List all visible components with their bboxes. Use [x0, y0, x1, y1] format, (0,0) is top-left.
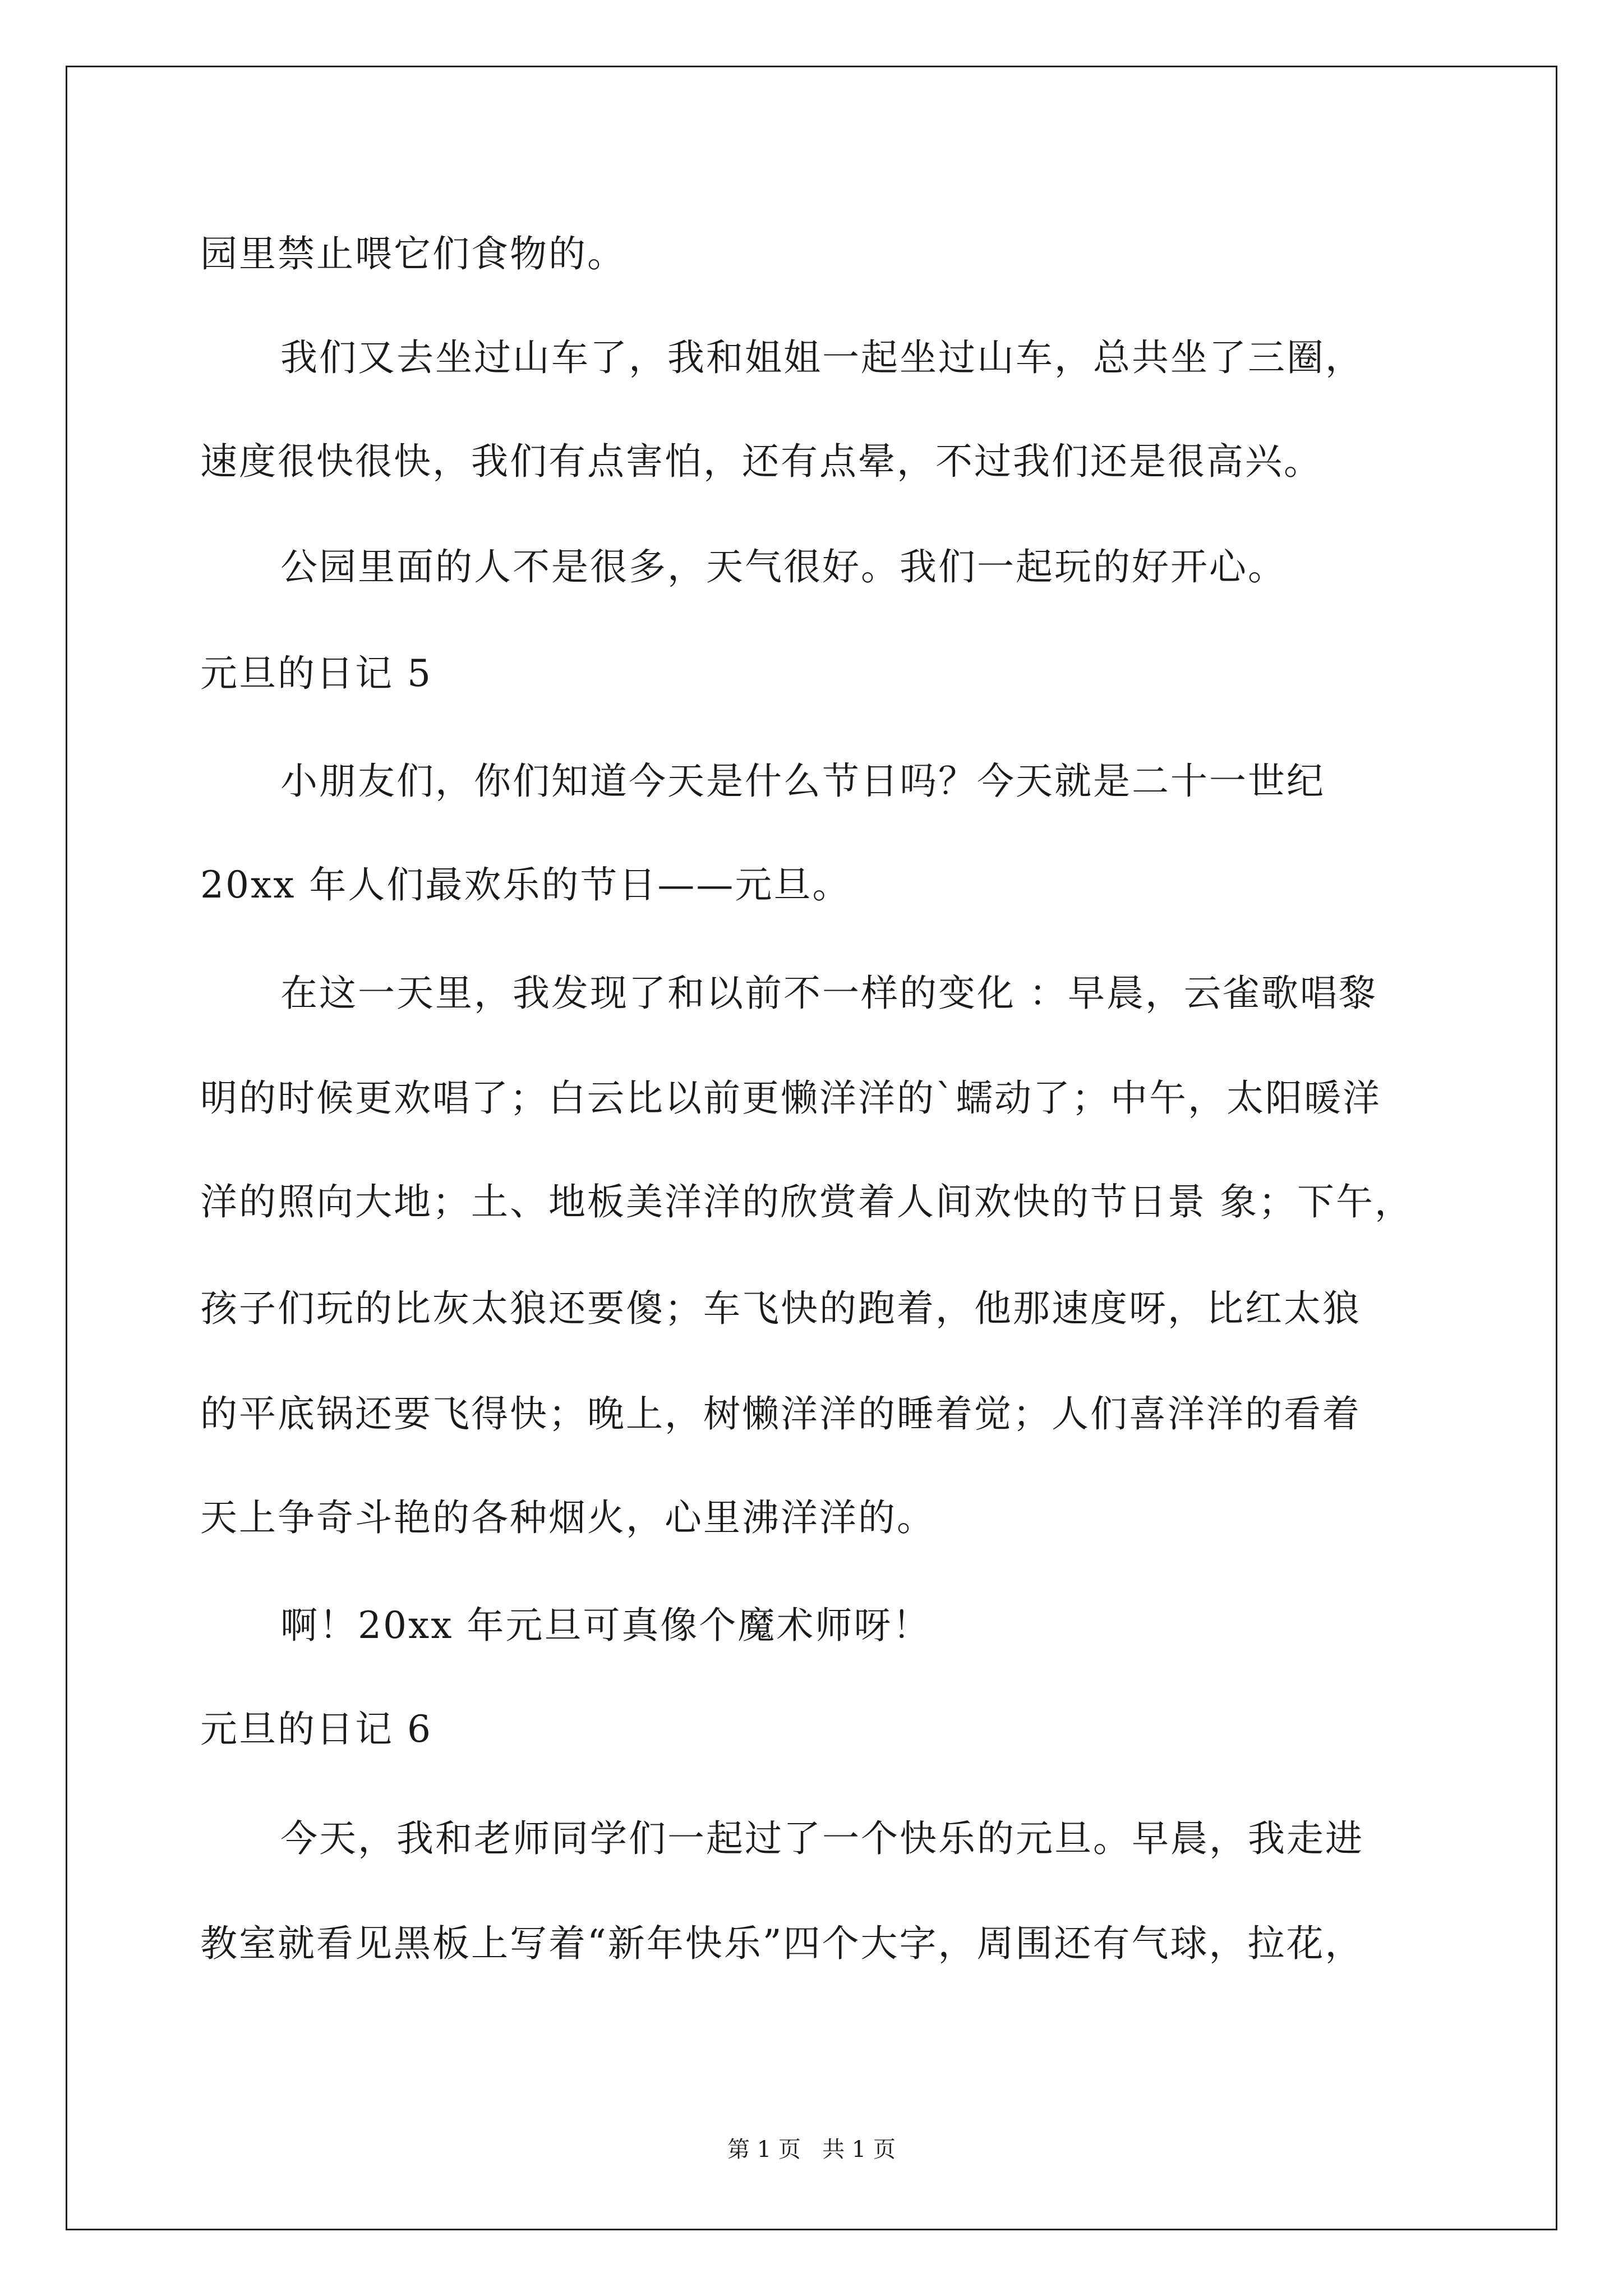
page-footer: 第 1 页 共 1 页 — [727, 2137, 896, 2162]
text-line: 的平底锅还要飞得快；晚上，树懒洋洋的睡着觉；人们喜洋洋的看着 — [200, 1392, 1361, 1435]
section-heading: 元旦的日记 5 — [200, 652, 432, 695]
text-line: 明的时候更欢唱了；白云比以前更懒洋洋的`蠕动了；中午，太阳暖洋 — [200, 1076, 1381, 1120]
text-line: 园里禁止喂它们食物的。 — [200, 232, 626, 275]
text-line: 洋的照向大地；土、地板美洋洋的欣赏着人间欢快的节日景 象；下午， — [200, 1180, 1413, 1223]
text-line: 啊！20xx 年元旦可真像个魔术师呀！ — [280, 1604, 932, 1647]
text-line: 天上争奇斗艳的各种烟火，心里沸洋洋的。 — [200, 1496, 935, 1539]
text-line: 公园里面的人不是很多，天气很好。我们一起玩的好开心。 — [280, 545, 1287, 588]
text-line: 速度很快很快，我们有点害怕，还有点晕，不过我们还是很高兴。 — [200, 440, 1322, 483]
page-border — [66, 66, 1557, 2230]
text-line: 我们又去坐过山车了，我和姐姐一起坐过山车，总共坐了三圈， — [280, 336, 1364, 379]
text-line: 教室就看见黑板上写着“新年快乐”四个大字，周围还有气球，拉花， — [200, 1922, 1364, 1965]
text-line: 小朋友们，你们知道今天是什么节日吗？今天就是二十一世纪 — [280, 760, 1325, 803]
text-line: 今天，我和老师同学们一起过了一个快乐的元旦。早晨，我走进 — [280, 1817, 1364, 1860]
text-line: 20xx 年人们最欢乐的节日——元旦。 — [200, 863, 851, 907]
text-line: 在这一天里，我发现了和以前不一样的变化 ：早晨，云雀歌唱黎 — [280, 972, 1377, 1015]
text-line: 孩子们玩的比灰太狼还要傻；车飞快的跑着，他那速度呀，比红太狼 — [200, 1287, 1361, 1330]
section-heading: 元旦的日记 6 — [200, 1708, 432, 1751]
